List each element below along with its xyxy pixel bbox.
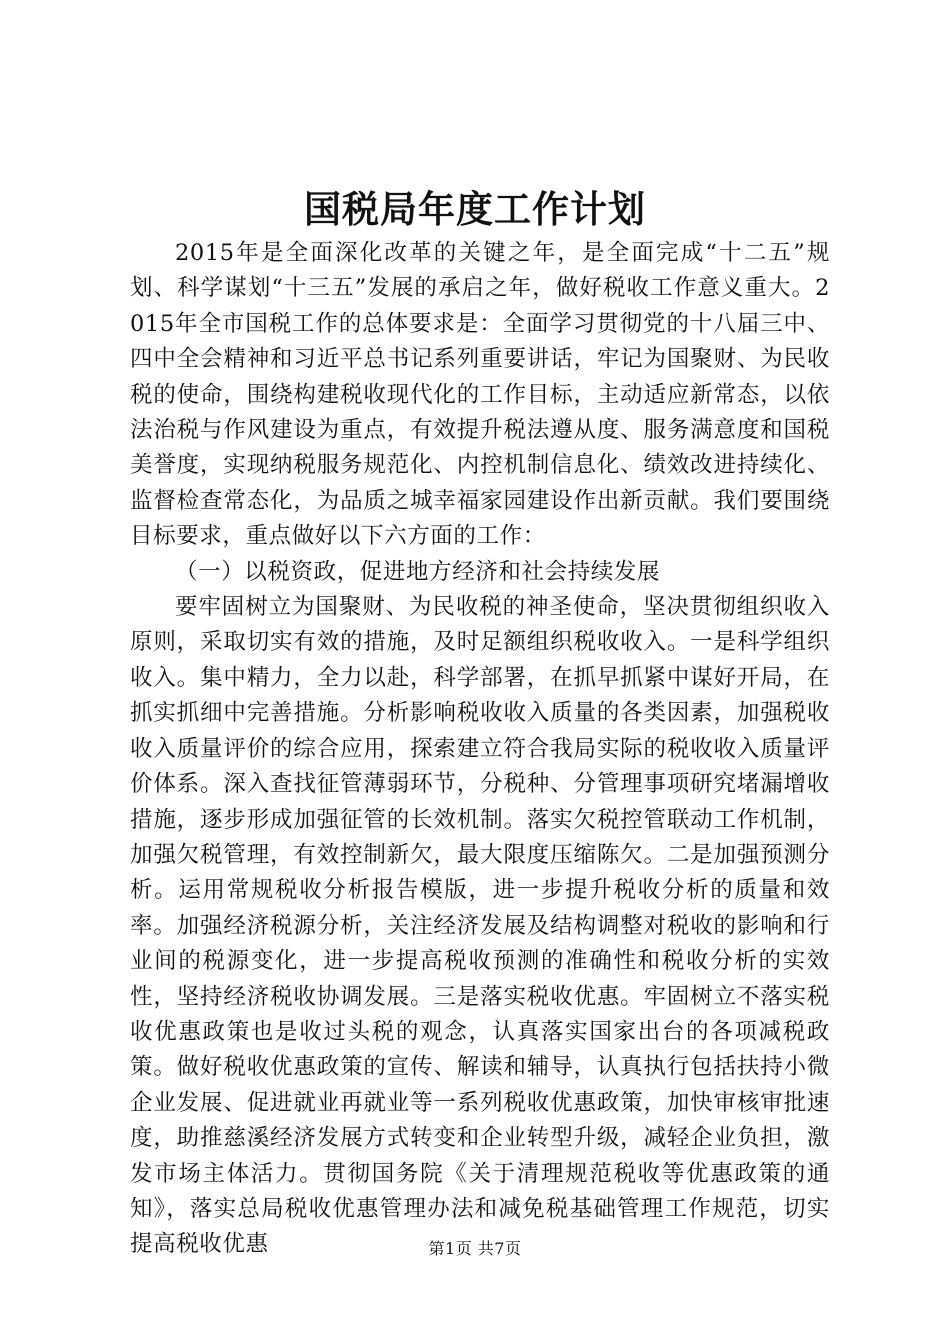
page-footer: 第1页 共7页 [428,1239,522,1258]
section-paragraph: 要牢固树立为国聚财、为民收税的神圣使命，坚决贯彻组织收入原则，采取切实有效的措施，及时足额组织税收收入。一是科学组织收入。集中精力，全力以赴，科学部署，在抓早抓紧中谋好开局，在抓实抓细中完善措施。分析影响税收收入质量的各类因素，加强税收收入质量评价的综合应用，探索建立符合我局实际的税收收入质量评价体系。深入查找征管薄弱环节，分税种、分管理事项研究堵漏增收措施，逐步形成加强征管的长效机制。落实欠税控管联动工作机制，加强欠税管理，有效控制新欠，最大限度压缩陈欠。二是加强预测分析。运用常规税收分析报告模版，进一步提升税收分析的质量和效率。加强经济税源分析，关注经济发展及结构调整对税收的影响和行业间的税源变化，进一步提高税收预测的准确性和税收分析的实效性，坚持经济税收协调发展。三是落实税收优惠。牢固树立不落实税收优惠政策也是收过头税的观念，认真落实国家出台的各项减税政策。做好税收优惠政策的宣传、解读和辅导，认真执行包括扶持小微企业发展、促进就业再就业等一系列税收优惠政策，加快审核审批速度，助推慈溪经济发展方式转变和企业转型升级，减轻企业负担，激发市场主体活力。贯彻国务院《关于清理规范税收等优惠政策的通知》，落实总局税收优惠管理办法和减免税基础管理工作规范，切实提高税收优惠 [130,594,830,1258]
document-title: 国税局年度工作计划 [304,187,646,231]
document-body [130,236,830,1263]
section-heading: （一）以税资政，促进地方经济和社会持续发展 [175,558,661,585]
intro-paragraph: 2015年是全面深化改革的关键之年，是全面完成“十二五”规划、科学谋划“十三五”发展的承启之年，做好税收工作意义重大。2015年全市国税工作的总体要求是：全面学习贯彻党的十八届三中、四中全会精神和习近平总书记系列重要讲话，牢记为国聚财、为民收税的使命，围绕构建税收现代化的工作目标，主动适应新常态，以依法治税与作风建设为重点，有效提升税法遵从度、服务满意度和国税美誉度，实现纳税服务规范化、内控机制信息化、绩效改进持续化、监督检查常态化，为品质之城幸福家园建设作出新贡献。我们要围绕目标要求，重点做好以下六方面的工作： [130,240,830,550]
